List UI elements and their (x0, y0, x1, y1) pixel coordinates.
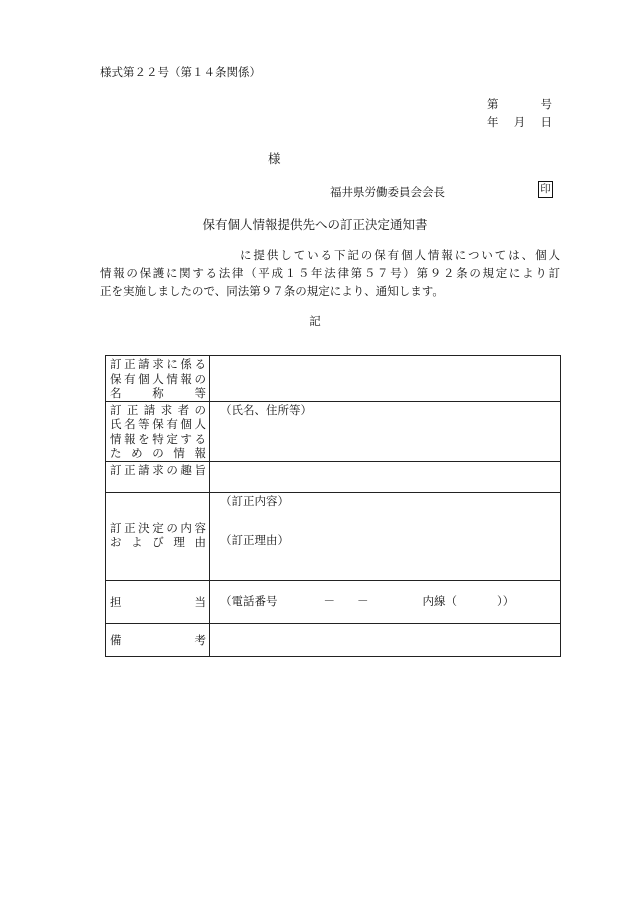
doc-no-prefix: 第 (487, 97, 499, 111)
table-row (106, 461, 561, 492)
value-requester[interactable] (210, 401, 561, 461)
body-line-2: 情報の保護に関する法律（平成１５年法律第５７号）第９２条の規定により訂 (100, 266, 560, 280)
label-info-name (106, 356, 210, 402)
phone-dash: － (357, 594, 369, 608)
label-line: 名 称 等 (110, 386, 206, 400)
document-title: 保有個人情報提供先への訂正決定通知書 (202, 217, 428, 232)
document-date (487, 114, 552, 130)
phone-line (210, 581, 560, 622)
label-requester (106, 401, 210, 461)
body-line-3: 正を実施しましたので、同法第９７条の規定により、通知します。 (100, 284, 444, 298)
label-line: 保有個人情報の (110, 371, 206, 386)
label-line: 訂正請求の趣旨 (110, 462, 206, 477)
label-contact (106, 580, 210, 623)
record-table (105, 355, 561, 657)
phone-dash: － (323, 594, 335, 608)
value-contact[interactable] (210, 580, 561, 623)
addressee: 様 (268, 151, 281, 166)
body-line-1: に提供している下記の保有個人情報については、個人 (240, 248, 560, 262)
value-request-purpose[interactable] (210, 461, 561, 492)
value-decision[interactable] (210, 492, 561, 580)
extension-close: ）） (497, 594, 515, 608)
extension-label: 内線（ (422, 594, 457, 608)
table-row (106, 623, 561, 656)
value-info-name[interactable] (210, 356, 561, 402)
date-day: 日 (540, 115, 552, 129)
ki-heading: 記 (309, 314, 321, 328)
correction-content-hint: （訂正内容） (220, 493, 289, 508)
label-line: 氏名等保有個人 (110, 417, 206, 431)
label-remarks (106, 623, 210, 656)
table-row (106, 580, 561, 623)
label-line: 訂正請求に係る (110, 357, 206, 371)
table-row (106, 492, 561, 580)
label-line: 情報を特定する (110, 431, 206, 446)
label-decision (106, 492, 210, 580)
label-line: 訂正決定の内容 (110, 520, 206, 535)
form-number: 様式第２２号（第１４条関係） (100, 65, 261, 79)
sender-name: 福井県労働委員会会長 (330, 185, 445, 199)
label-line: 担 当 (110, 594, 206, 609)
phone-label: （電話番号 (220, 594, 278, 608)
label-request-purpose (106, 461, 210, 492)
doc-no-suffix: 号 (540, 97, 552, 111)
date-year: 年 (487, 115, 499, 129)
requester-hint: （氏名、住所等） (220, 402, 312, 417)
table-row (106, 401, 561, 461)
table-row (106, 356, 561, 402)
seal-mark: 印 (538, 181, 553, 198)
document-number (487, 96, 552, 112)
correction-reason-hint: （訂正理由） (220, 533, 289, 547)
label-line: 備 考 (110, 632, 206, 647)
label-line: 訂 正 請 求 者 の (110, 402, 206, 417)
value-remarks[interactable] (210, 623, 561, 656)
label-line: お よ び 理 由 (110, 535, 206, 549)
label-line: た め の 情 報 (110, 446, 206, 460)
body-paragraph (100, 246, 560, 300)
date-month: 月 (513, 115, 526, 129)
